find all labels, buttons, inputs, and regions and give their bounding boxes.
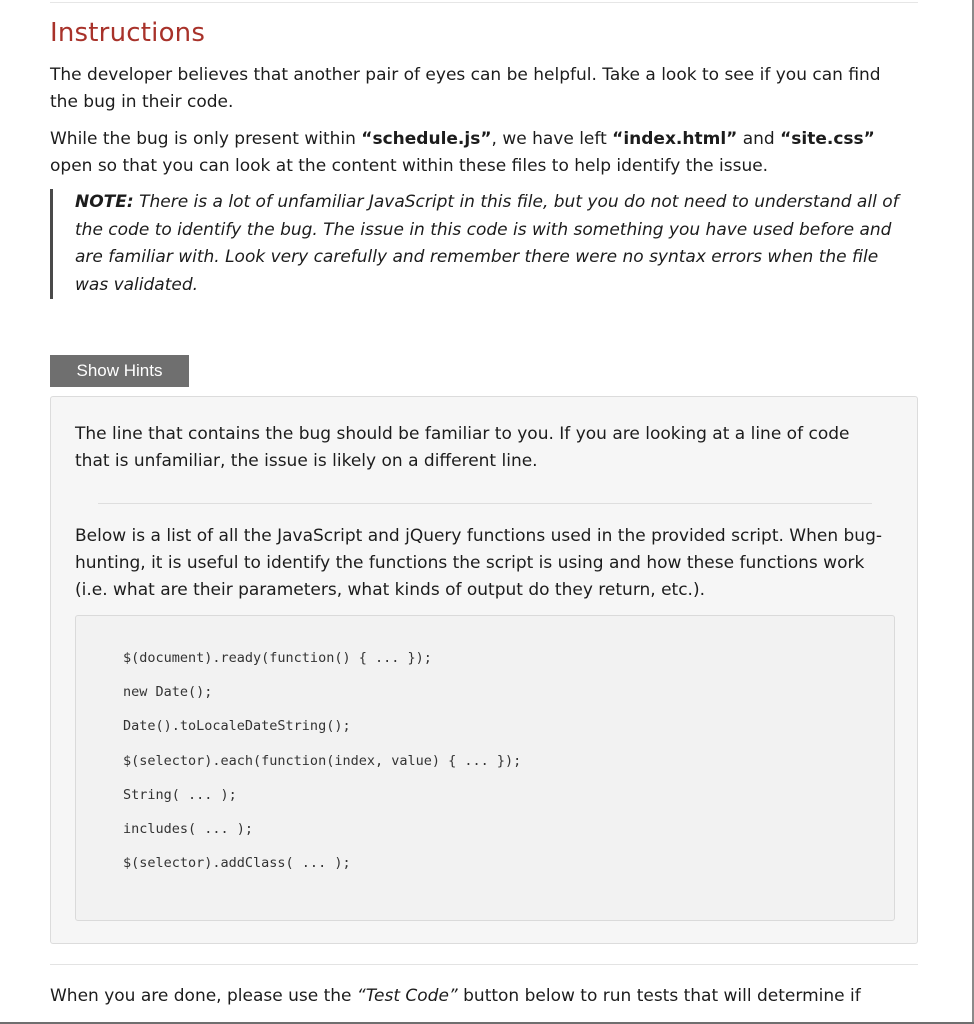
test-code-post: button below to run tests that will determine if <box>457 986 861 1006</box>
top-divider <box>50 2 918 3</box>
intro-paragraph: The developer believes that another pair of eyes can be helpful. Take a look to see if you can find the bug in their code. <box>50 65 881 112</box>
files-paragraph-post: open so that you can look at the content within these files to help identify the issue. <box>50 156 769 176</box>
code-line: $(selector).each(function(index, value) { ... }); <box>123 753 522 769</box>
test-code-pre: When you are done, please use the <box>50 986 357 1006</box>
instructions-heading: Instructions <box>50 18 206 48</box>
note-blockquote <box>50 189 912 299</box>
note-text: There is a lot of unfamiliar JavaScript in this file, but you do not need to understand all of the code to identify the bug. The issue in this code is with something you have used before and are familiar with. Look very carefully and remember there were no syntax errors when the file was validated. <box>75 192 899 295</box>
file-index-html: “index.html” <box>612 129 738 149</box>
test-code-button-reference: “Test Code” <box>356 986 458 1006</box>
files-paragraph-pre: While the bug is only present within <box>50 129 362 149</box>
code-line: $(document).ready(function() { ... }); <box>123 650 432 666</box>
code-line: new Date(); <box>123 684 213 700</box>
code-line: $(selector).addClass( ... ); <box>123 855 351 871</box>
hint-familiar-line: The line that contains the bug should be familiar to you. If you are looking at a line of code that is unfamiliar, the issue is likely on a different line. <box>75 424 850 471</box>
function-code-block <box>75 615 895 921</box>
files-paragraph <box>50 126 910 180</box>
code-line: includes( ... ); <box>123 821 254 837</box>
code-line: Date().toLocaleDateString(); <box>123 718 351 734</box>
hints-divider <box>98 503 872 504</box>
note-label: NOTE: <box>75 192 134 212</box>
hints-panel <box>50 396 918 944</box>
section-divider <box>50 964 918 965</box>
file-site-css: “site.css” <box>780 129 875 149</box>
show-hints-button[interactable]: Show Hints <box>50 355 189 387</box>
files-paragraph-mid2: and <box>737 129 781 149</box>
test-code-paragraph <box>50 983 918 1010</box>
file-schedule-js: “schedule.js” <box>361 129 492 149</box>
code-line: String( ... ); <box>123 787 237 803</box>
files-paragraph-mid1: , we have left <box>491 129 613 149</box>
hint-function-list-intro: Below is a list of all the JavaScript and jQuery functions used in the provided script. When bug-hunting, it is useful to identify the functions the script is using and how these functions work (i.e. what are their parameters, what kinds of output do they return, etc.). <box>75 526 883 600</box>
